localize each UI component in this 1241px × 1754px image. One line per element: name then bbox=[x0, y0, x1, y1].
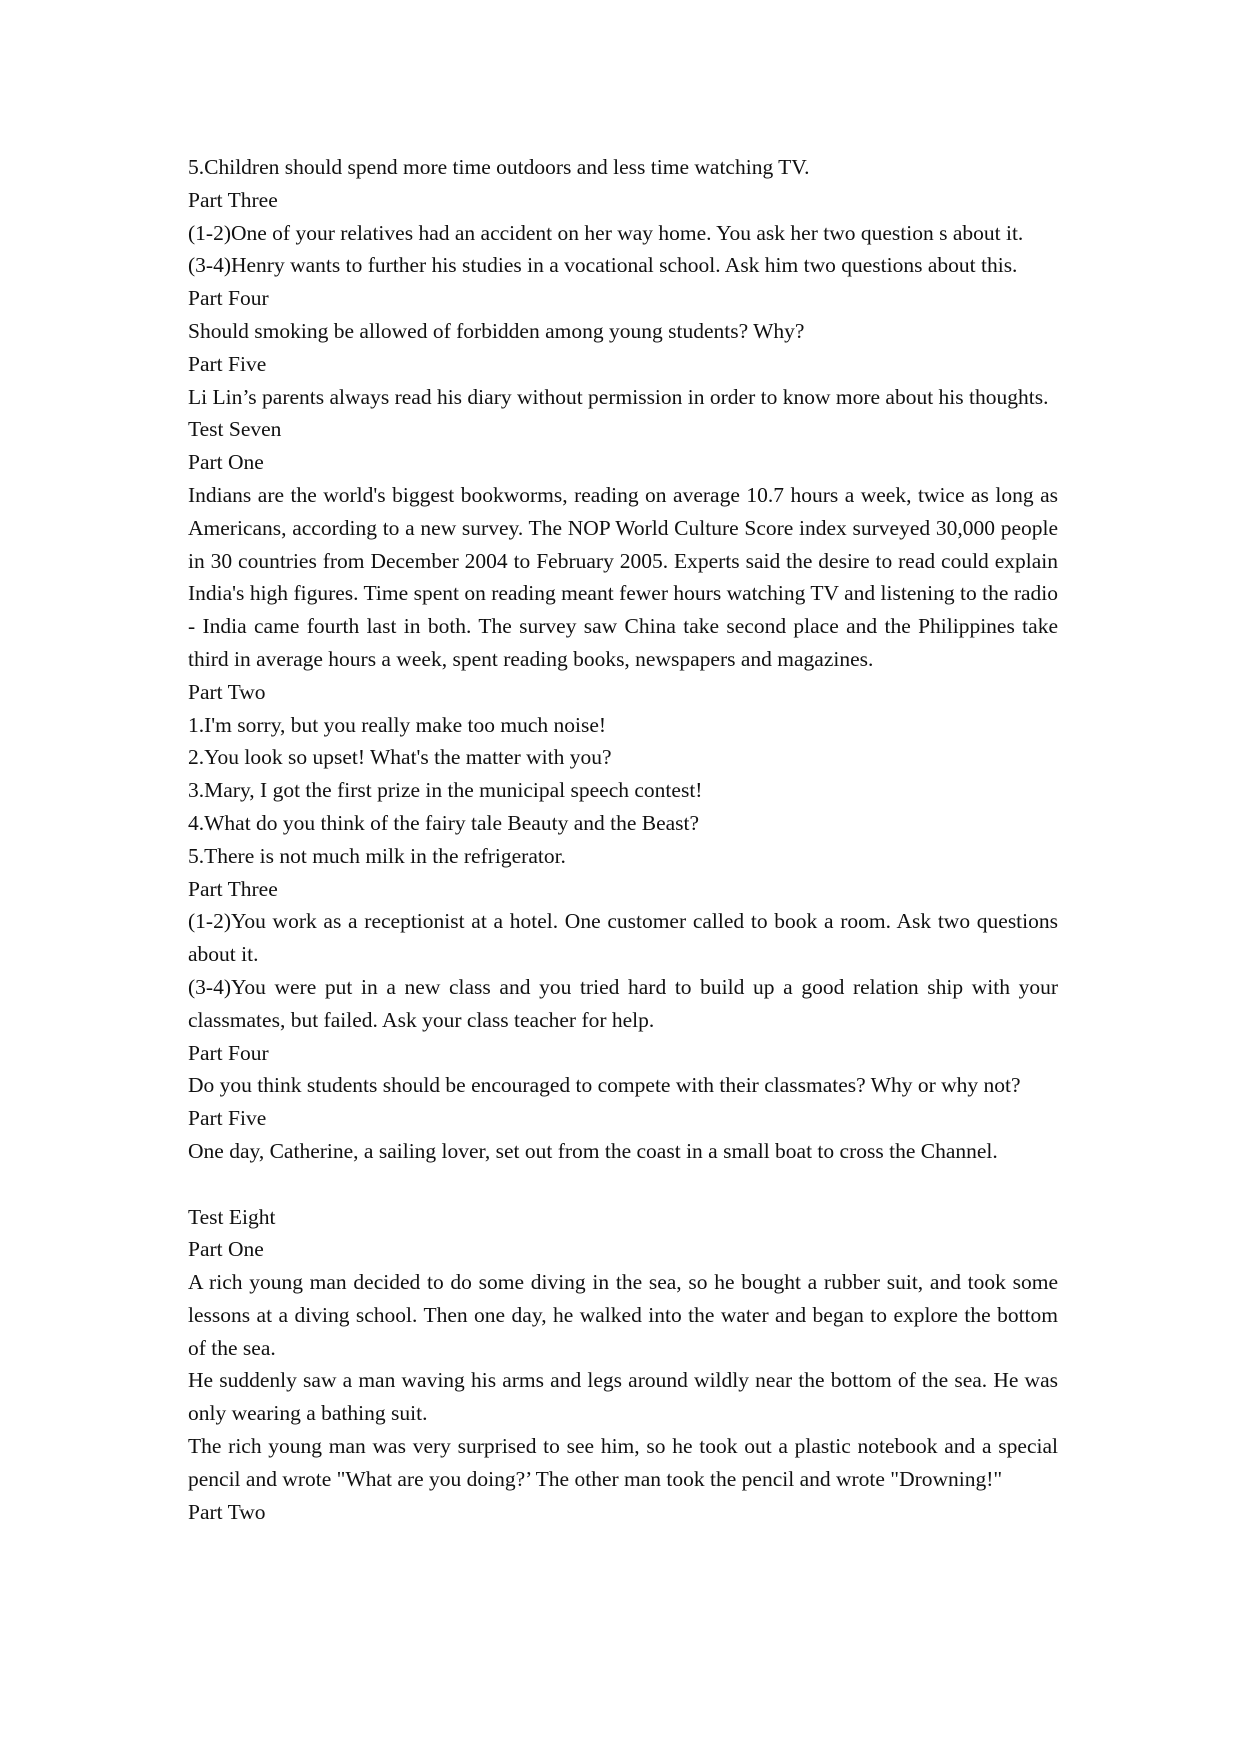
document-page bbox=[188, 151, 1058, 1528]
section-heading-part-one: Part One bbox=[188, 450, 264, 475]
test7-part2-item-1: 1.I'm sorry, but you really make too much noise! bbox=[188, 712, 607, 737]
test7-part4-question: Do you think students should be encouraged to compete with their classmates? Why or why not? bbox=[188, 1073, 1021, 1098]
blank-line bbox=[188, 1168, 1058, 1201]
test7-part5-prompt: One day, Catherine, a sailing lover, set out from the coast in a small boat to cross the Channel. bbox=[188, 1138, 998, 1163]
section-heading-part-four: Part Four bbox=[188, 1040, 269, 1065]
section-heading-part-three: Part Three bbox=[188, 876, 278, 901]
section-heading-part-two: Part Two bbox=[188, 679, 266, 704]
test-heading-seven: Test Seven bbox=[188, 417, 282, 442]
test7-part2-item-3: 3.Mary, I got the first prize in the municipal speech contest! bbox=[188, 778, 703, 803]
test7-part1-passage: Indians are the world's biggest bookworms, reading on average 10.7 hours a week, twice as long as Americans, according to a new survey. The NOP World Culture Score index surveyed 30,000 people in 30 countries from December 2004 to February 2005. Experts said the desire to read could explain India's high figures. Time spent on reading meant fewer hours watching TV and listening to the radio - India came fourth last in both. The survey saw China take second place and the Philippines take third in average hours a week, spent reading books, newspapers and magazines. bbox=[188, 482, 1058, 671]
test8-part1-paragraph-1: A rich young man decided to do some diving in the sea, so he bought a rubber suit, and took some lessons at a diving school. Then one day, he walked into the water and began to explore the bottom of the sea. bbox=[188, 1270, 1058, 1360]
test8-part1-paragraph-2: He suddenly saw a man waving his arms and legs around wildly near the bottom of the sea. He was only wearing a bathing suit. bbox=[188, 1368, 1058, 1426]
test6-part4-question: Should smoking be allowed of forbidden among young students? Why? bbox=[188, 318, 805, 343]
test7-part2-item-2: 2.You look so upset! What's the matter with you? bbox=[188, 745, 612, 770]
section-heading-part-two: Part Two bbox=[188, 1499, 266, 1524]
test6-part5-prompt: Li Lin’s parents always read his diary without permission in order to know more about his thoughts. bbox=[188, 384, 1049, 409]
test7-part3-item-3-4: (3-4)You were put in a new class and you tried hard to build up a good relation ship with your classmates, but failed. Ask your class teacher for help. bbox=[188, 974, 1058, 1032]
section-heading-part-five: Part Five bbox=[188, 1106, 267, 1131]
test7-part2-item-4: 4.What do you think of the fairy tale Beauty and the Beast? bbox=[188, 810, 700, 835]
section-heading-part-three: Part Three bbox=[188, 187, 278, 212]
test6-part2-item-5: 5.Children should spend more time outdoors and less time watching TV. bbox=[188, 155, 810, 179]
test8-part1-paragraph-3: The rich young man was very surprised to see him, so he took out a plastic notebook and a special pencil and wrote "What are you doing?’ The other man took the pencil and wrote "Drowning!" bbox=[188, 1434, 1058, 1491]
test6-part3-item-3-4: (3-4)Henry wants to further his studies in a vocational school. Ask him two questions about this. bbox=[188, 253, 1018, 278]
test7-part3-item-1-2: (1-2)You work as a receptionist at a hotel. One customer called to book a room. Ask two questions about it. bbox=[188, 909, 1058, 967]
section-heading-part-four: Part Four bbox=[188, 286, 269, 311]
test7-part2-item-5: 5.There is not much milk in the refrigerator. bbox=[188, 843, 566, 868]
section-heading-part-one: Part One bbox=[188, 1237, 264, 1262]
section-heading-part-five: Part Five bbox=[188, 351, 267, 376]
test6-part3-item-1-2: (1-2)One of your relatives had an accident on her way home. You ask her two question s about it. bbox=[188, 220, 1024, 245]
test-heading-eight: Test Eight bbox=[188, 1204, 276, 1229]
